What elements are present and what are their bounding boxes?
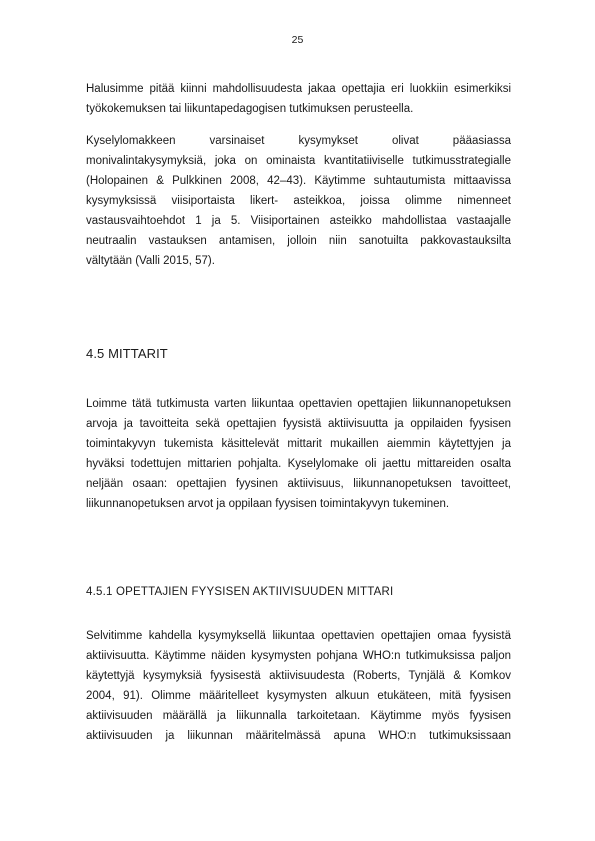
text-line: 2004, 91). Olimme määritelleet kysymysten alkuun etukäteen, mitä fyysisen [86, 690, 511, 702]
text-line: (Holopainen & Pulkkinen 2008, 42–43). Käytimme suhtautumista mittaavissa [86, 175, 511, 187]
text-line: aktiivisuuden ja liikunnan määritelmässä apuna WHO:n tutkimuksissaan [86, 730, 511, 742]
paragraph-1 [86, 79, 511, 119]
text-line: vastausvaihtoehdot 1 ja 5. Viisiportainen asteikko mahdollistaa vastaajalle [86, 215, 511, 227]
paragraph-4 [86, 626, 511, 746]
heading-opettajien-fyysisen-aktiivisuuden-mittari: 4.5.1 OPETTAJIEN FYYSISEN AKTIIVISUUDEN MITTARI [86, 586, 394, 598]
text-line: Kyselylomakkeen varsinaiset kysymykset olivat pääasiassa [86, 135, 511, 147]
heading-mittarit: 4.5 MITTARIT [86, 346, 168, 361]
text-line: kysymyksissä viisiportaista likert- asteikkoa, joissa olimme nimenneet [86, 195, 511, 207]
text-line: Halusimme pitää kiinni mahdollisuudesta jakaa opettajia eri luokkiin esimerkiksi [86, 83, 511, 95]
paragraph-2 [86, 131, 511, 271]
text-line: käytettyjä kysymyksiä fyysisestä aktiivisuudesta (Roberts, Tynjälä & Komkov [86, 670, 511, 682]
page-number: 25 [291, 34, 304, 46]
text-line: arvoja ja tavoitteita sekä opettajien fyysistä aktiivisuutta ja oppilaiden fyysisen [86, 418, 511, 430]
text-line: neljään osaan: opettajien fyysinen aktiivisuus, liikunnanopetuksen tavoitteet, [86, 478, 511, 490]
text-line: neutraalin vastauksen antamisen, jolloin niin sanotuilta pakkovastauksilta [86, 235, 511, 247]
paragraph-3 [86, 394, 511, 514]
text-line: aktiivisuutta. Käytimme näiden kysymysten pohjana WHO:n tutkimuksissa paljon [86, 650, 511, 662]
text-line: hyväksi todettujen mittarien pohjalta. Kyselylomake oli jaettu mittareiden osalta [86, 458, 511, 470]
text-line: vältytään (Valli 2015, 57). [86, 255, 215, 267]
text-line: aktiivisuuden määrällä ja liikunnalla tarkoitetaan. Käytimme myös fyysisen [86, 710, 511, 722]
text-line: työkokemuksen tai liikuntapedagogisen tutkimuksen perusteella. [86, 103, 414, 115]
text-line: monivalintakysymyksiä, joka on ominaista kvantitatiiviselle tutkimusstrategialle [86, 155, 511, 167]
text-line: Selvitimme kahdella kysymyksellä liikuntaa opettavien opettajien omaa fyysistä [86, 630, 511, 642]
subsection-heading [86, 582, 511, 602]
text-line: liikunnanopetuksen arvot ja oppilaan fyysisen toimintakyvyn tukeminen. [86, 498, 450, 510]
text-line: toimintakyvyn tukemista käsittelevät mittarit mukaillen aiemmin käytettyjen ja [86, 438, 511, 450]
text-line: Loimme tätä tutkimusta varten liikuntaa opettavien opettajien liikunnanopetuksen [86, 398, 511, 410]
section-heading [86, 344, 511, 364]
